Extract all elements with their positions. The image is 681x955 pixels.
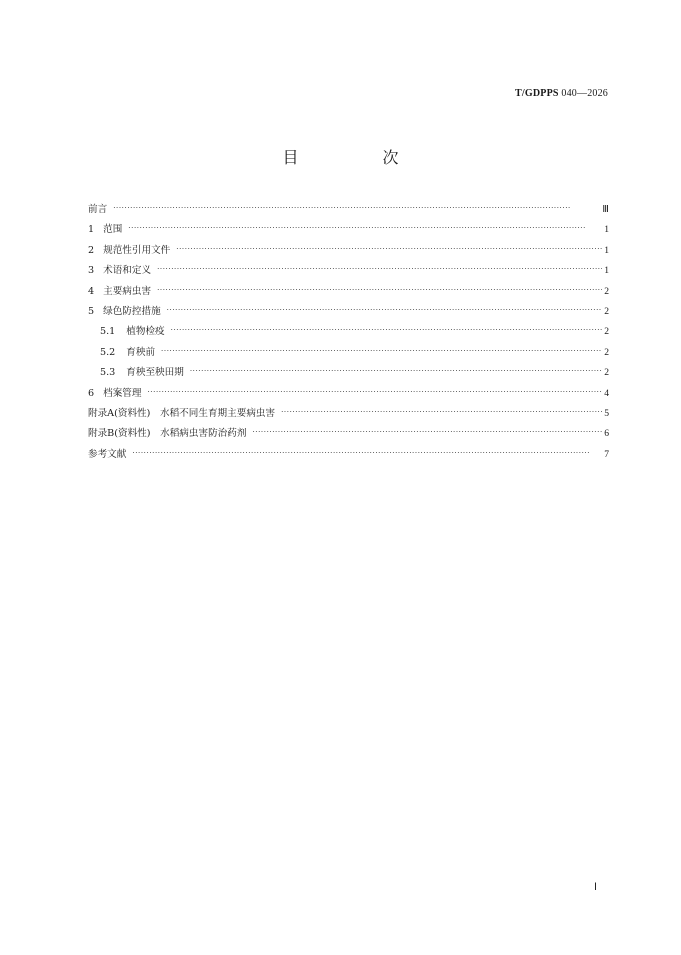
- toc-page-number: 7: [604, 448, 609, 460]
- toc-entry-label: 规范性引用文件: [103, 244, 171, 256]
- toc-page-number: 6: [604, 428, 609, 440]
- toc-page-number: 2: [604, 326, 609, 338]
- toc-entry-number: 6: [88, 387, 95, 399]
- toc-page-number: 2: [604, 285, 609, 297]
- toc-entry-terms[interactable]: [88, 261, 609, 281]
- toc-entry-number: 4: [88, 285, 95, 297]
- toc-leader-dots: [157, 259, 602, 279]
- table-of-contents: [88, 200, 609, 465]
- toc-entry-label: 前言: [88, 204, 108, 215]
- toc-entry-appendix-a[interactable]: [88, 404, 609, 424]
- toc-page-number: Ⅲ: [602, 204, 609, 215]
- toc-leader-dots: [281, 402, 602, 422]
- toc-entry-label: 档案管理: [103, 387, 142, 399]
- toc-entry-plant-quarantine[interactable]: [88, 322, 609, 342]
- toc-entry-green-control[interactable]: [88, 302, 609, 322]
- toc-leader-dots: [252, 422, 602, 442]
- toc-entry-label: 育秧前: [126, 346, 156, 358]
- toc-entry-label: 绿色防控措施: [103, 305, 161, 317]
- toc-entry-number: 5: [88, 305, 95, 317]
- toc-page-number: 4: [604, 387, 609, 399]
- toc-entry-label: 范围: [103, 224, 123, 236]
- toc-entry-number: 2: [88, 244, 95, 256]
- toc-entry-number: 1: [88, 224, 95, 236]
- toc-leader-dots: [176, 239, 602, 259]
- toc-leader-dots: [128, 218, 602, 238]
- toc-leader-dots: [167, 300, 603, 320]
- footer-page-number: Ⅰ: [594, 882, 597, 893]
- toc-entry-number: 3: [88, 265, 95, 277]
- toc-leader-dots: [132, 443, 602, 463]
- toc-entry-label: 参考文献: [88, 448, 127, 460]
- toc-entry-number: 5.1: [100, 326, 116, 338]
- toc-entry-main-pests[interactable]: [88, 282, 609, 302]
- toc-page-number: 5: [604, 407, 609, 419]
- toc-entry-number: 5.3: [100, 367, 116, 379]
- toc-leader-dots: [161, 341, 602, 361]
- toc-entry-scope[interactable]: [88, 220, 609, 240]
- document-code-prefix: T/GDPPS: [515, 88, 559, 99]
- toc-page-number: 2: [604, 346, 609, 358]
- toc-page-number: 1: [604, 224, 609, 236]
- toc-page-number: 1: [604, 244, 609, 256]
- toc-entry-label: 主要病虫害: [103, 285, 152, 297]
- toc-leader-dots: [190, 361, 602, 381]
- document-code: [515, 88, 608, 99]
- page-title: 目 次: [282, 148, 433, 167]
- toc-entry-label: 术语和定义: [103, 265, 152, 277]
- toc-entry-label: 附录A(资料性) 水稻不同生育期主要病虫害: [88, 407, 276, 419]
- toc-page-number: 1: [604, 265, 609, 277]
- toc-entry-bibliography[interactable]: [88, 445, 609, 465]
- toc-entry-before-seedling[interactable]: [88, 343, 609, 363]
- toc-entry-label: 植物检疫: [126, 326, 165, 338]
- document-code-number: 040—2026: [561, 88, 608, 99]
- toc-leader-dots: [171, 320, 603, 340]
- toc-leader-dots: [113, 198, 600, 218]
- toc-leader-dots: [157, 280, 602, 300]
- toc-page-number: 2: [604, 367, 609, 379]
- toc-entry-foreword[interactable]: [88, 200, 609, 220]
- toc-entry-label: 育秧至秧田期: [126, 367, 184, 379]
- toc-page-number: 2: [604, 305, 609, 317]
- toc-entry-number: 5.2: [100, 346, 116, 358]
- toc-leader-dots: [147, 382, 602, 402]
- toc-entry-seedling-to-field[interactable]: [88, 363, 609, 383]
- toc-entry-appendix-b[interactable]: [88, 424, 609, 444]
- toc-entry-label: 附录B(资料性) 水稻病虫害防治药剂: [88, 428, 247, 440]
- toc-entry-normative-references[interactable]: [88, 241, 609, 261]
- toc-entry-records[interactable]: [88, 384, 609, 404]
